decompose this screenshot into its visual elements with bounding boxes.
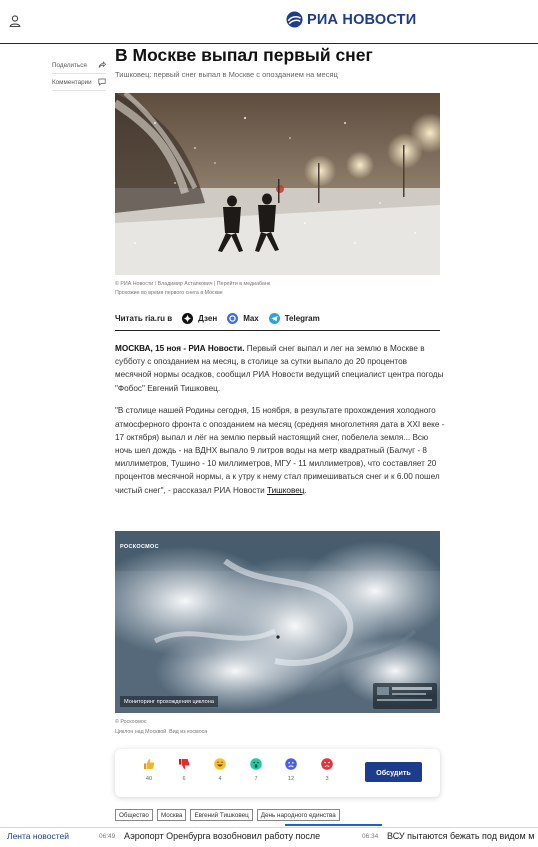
monitoring-badge: Мониторинг прохождения циклона [120, 696, 218, 707]
telegram-label: Telegram [284, 314, 320, 323]
news-ticker [0, 827, 538, 847]
read-in-dzen[interactable] [182, 313, 217, 324]
ticker-label[interactable]: Лента новостей [7, 831, 69, 841]
share-icon [98, 61, 106, 69]
dzen-label: Дзен [198, 314, 218, 323]
article-sidebar [52, 57, 106, 91]
thumbs-down-icon [178, 758, 190, 770]
reaction-surprise-count: 7 [254, 776, 258, 782]
tag-society[interactable]: Общество [115, 809, 153, 821]
article-photo-snow[interactable] [115, 93, 440, 275]
logo-text: РИА НОВОСТИ [307, 11, 417, 28]
quote-text: "В столице нашей Родины сегодня, 15 ноября, в результате прохождения холодного атмосферного фронта с опозданием на месяц (средняя многолетняя дата в XXI веке - 17 октября) выпал и лёг на землю первый настоящий снег, побелела земля... Всю ночь шел дождь - на ВДНХ выпало 9 литров воды на метр квадратный (Балчуг - 8 миллиметров, Тушино - 10 миллиметров, МГУ - 11 миллиметров), что составляет 20 процентов месячной нормы, а к утру к нему стал примешиваться снег и к 6.00 пошел чистый снег", - рассказал РИА Новости [115, 406, 445, 495]
photo2-credit[interactable]: © Роскосмос [115, 719, 147, 725]
max-label: Max [243, 314, 259, 323]
comments-button[interactable] [52, 74, 106, 91]
ria-logo[interactable] [286, 11, 416, 28]
tag-tishkovets[interactable]: Евгений Тишковец [190, 809, 252, 821]
comments-label: Комментарии [52, 78, 92, 86]
article-title: В Москве выпал первый снег [115, 45, 373, 65]
reaction-dislike[interactable] [173, 758, 195, 782]
user-icon[interactable] [8, 14, 22, 28]
snow-street-image [115, 93, 440, 275]
ticker-time: 06:49 [99, 833, 116, 840]
cyclone-satellite-image [115, 531, 440, 713]
photo2-caption-block [115, 717, 207, 737]
reactions-panel [115, 749, 440, 797]
reaction-angry[interactable] [316, 758, 338, 782]
ticker-time: 06:34 [362, 833, 379, 840]
photo1-credit[interactable]: © РИА Новости / Владимир Астапкович | Перейти в медиабанк [115, 281, 271, 287]
lead-text: Первый снег выпал и лег на землю в Москве в субботу с опозданием на месяц, в столице за сутки выпало до 20 процентов месячной нормы осадков, сообщил РИА Новости ведущий специалист центра погоды "Фобос" Евгений Тишковец. [115, 344, 444, 393]
reaction-sad-count: 12 [287, 776, 295, 782]
reaction-like[interactable] [138, 758, 160, 782]
share-button[interactable] [52, 57, 106, 74]
ticker-headline[interactable]: ВСУ пытаются бежать под видом м [387, 831, 535, 841]
angry-emoji-icon [321, 758, 333, 770]
reaction-surprise[interactable] [245, 758, 267, 782]
telegram-icon [269, 313, 280, 324]
tags-row [115, 809, 340, 821]
surprise-emoji-icon [250, 758, 262, 770]
article-photo-satellite[interactable] [115, 531, 440, 713]
sad-emoji-icon [285, 758, 297, 770]
thumbs-up-icon [143, 758, 155, 770]
ria-globe-icon [286, 11, 303, 28]
laugh-emoji-icon [214, 758, 226, 770]
reaction-sad[interactable] [280, 758, 302, 782]
dateline: МОСКВА, 15 ноя - РИА Новости. [115, 344, 245, 353]
tag-unity-day[interactable]: День народного единства [257, 809, 340, 821]
quote-paragraph [115, 404, 445, 496]
active-tag-indicator [285, 824, 382, 826]
article-body [115, 342, 445, 506]
reaction-laugh-count: 4 [218, 776, 222, 782]
top-bar [0, 0, 538, 44]
read-in-label: Читать ria.ru в [115, 314, 173, 323]
tag-moscow[interactable]: Москва [157, 809, 187, 821]
read-in-max[interactable] [227, 313, 259, 324]
quote-end: . [304, 485, 307, 495]
discuss-button[interactable]: Обсудить [365, 762, 422, 782]
lead-paragraph [115, 342, 445, 395]
reaction-like-count: 40 [145, 776, 153, 782]
dzen-icon [182, 313, 193, 324]
tishkovets-link[interactable]: Тишковец [266, 485, 305, 495]
photo1-caption: Прохожие во время первого снега в Москве [115, 290, 223, 296]
photo1-caption-block [115, 280, 270, 298]
reaction-dislike-count: 6 [182, 776, 186, 782]
photo2-caption: Циклон над Москвой. Вид из космоса [115, 729, 208, 735]
max-icon [227, 313, 238, 324]
share-label: Поделиться [52, 61, 87, 69]
read-in-telegram[interactable] [269, 313, 320, 324]
ticker-headline[interactable]: Аэропорт Оренбурга возобновил работу после [124, 831, 321, 841]
reaction-laugh[interactable] [209, 758, 231, 782]
comment-icon [98, 78, 106, 86]
reaction-angry-count: 3 [325, 776, 329, 782]
roscosmos-watermark: РОСКОСМОС [120, 544, 159, 550]
read-in-bar [115, 307, 440, 331]
article-subtitle: Тишковец: первый снег выпал в Москве с опозданием на месяц [115, 70, 338, 79]
